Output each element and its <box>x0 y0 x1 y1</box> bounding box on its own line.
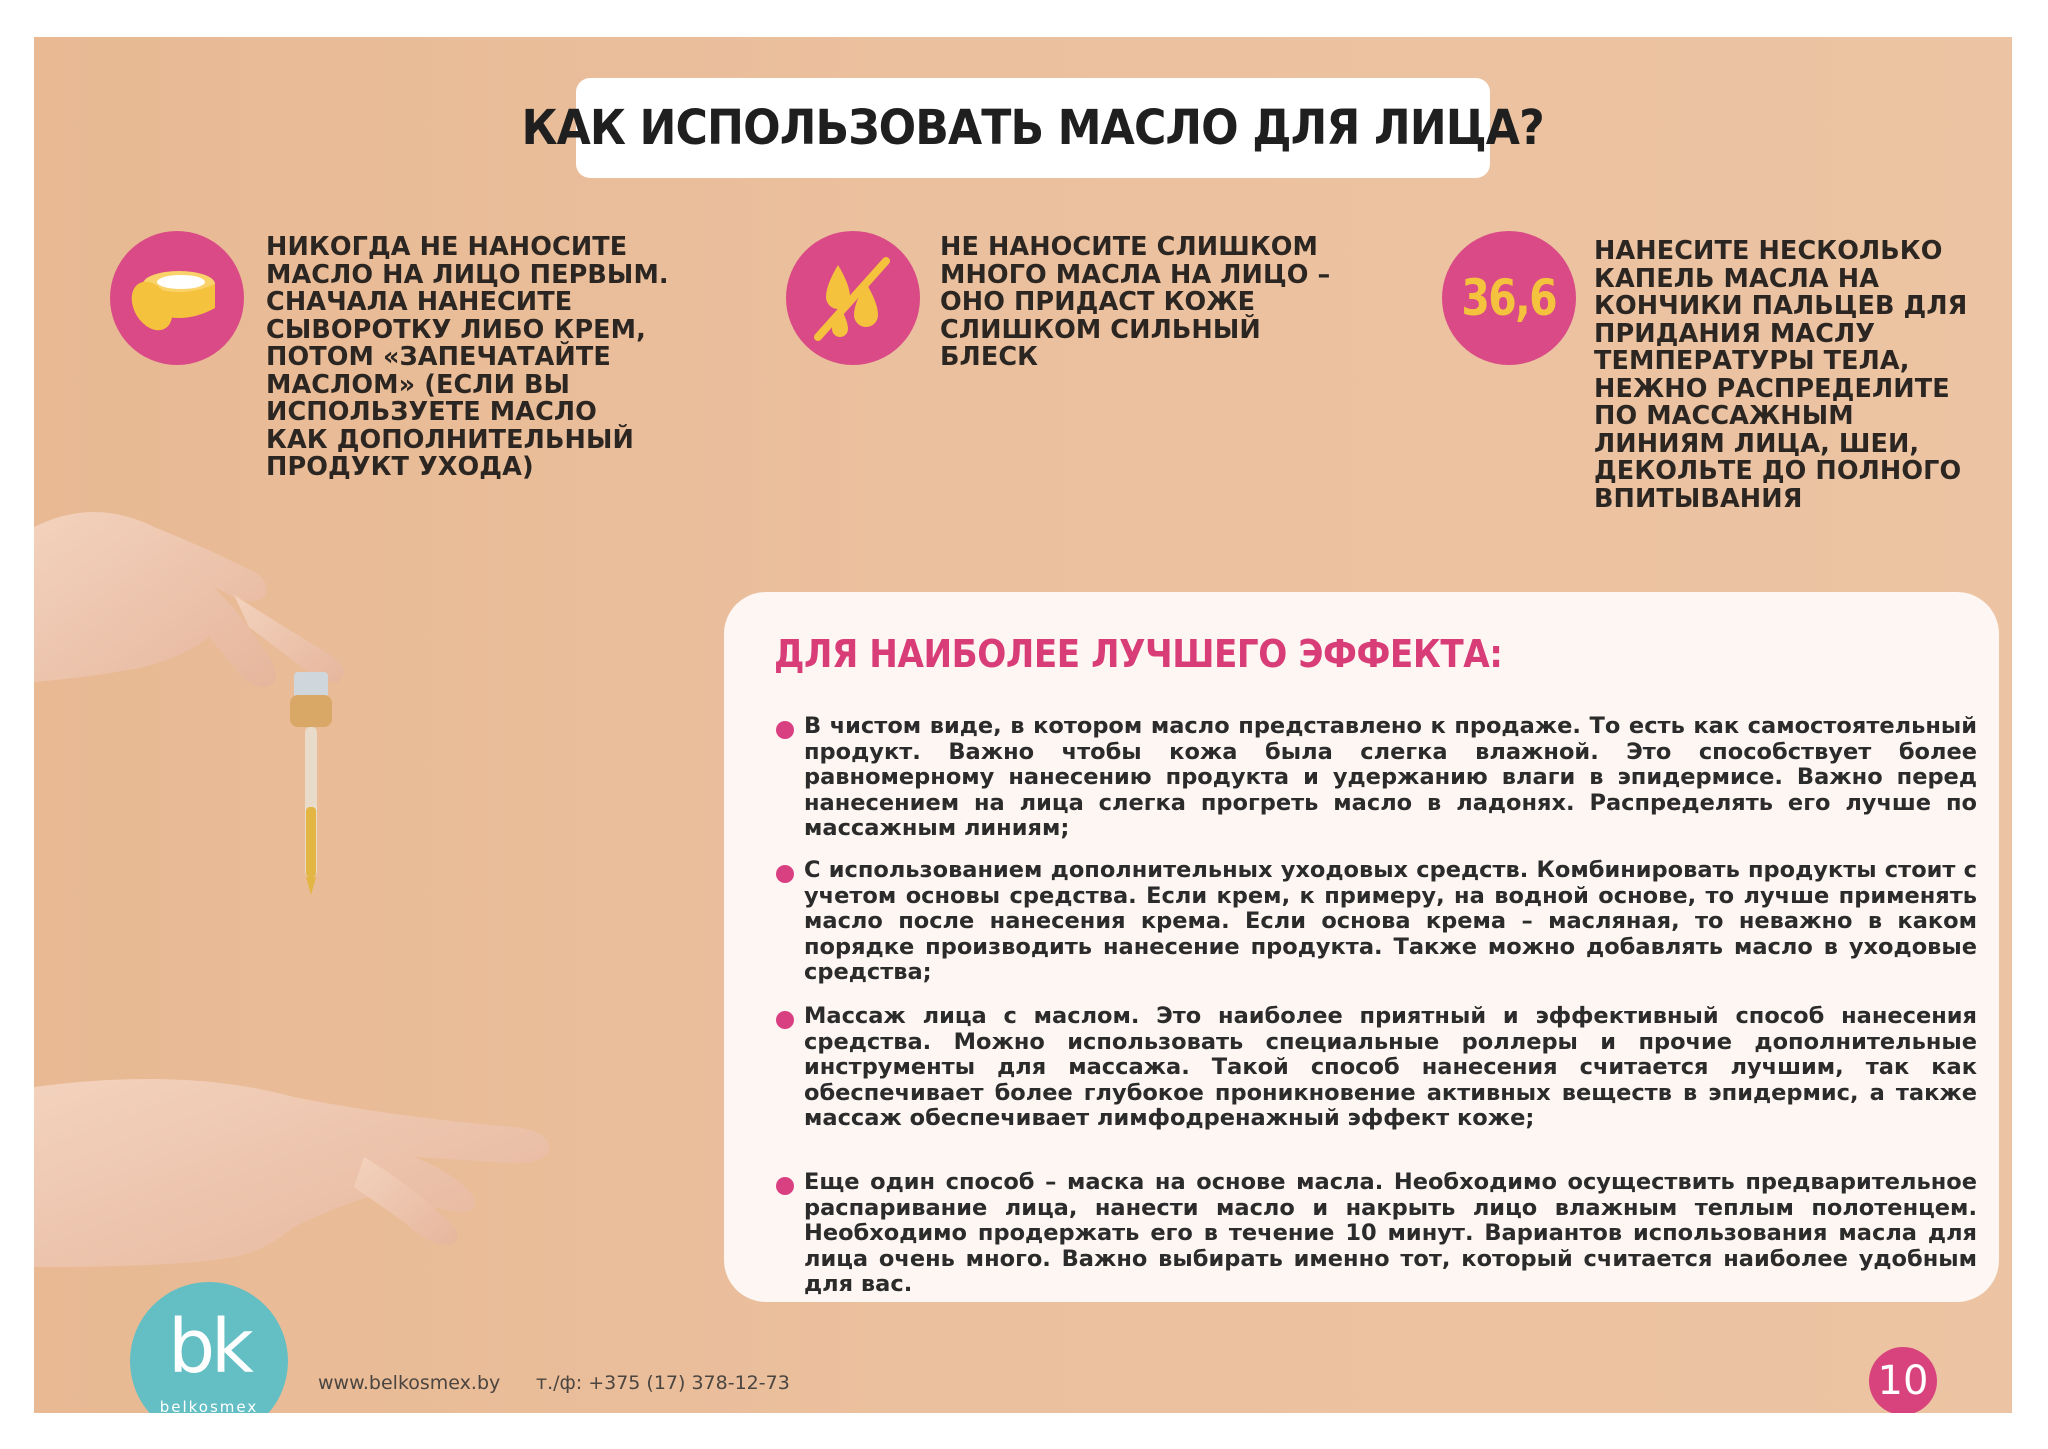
effect-item-text: Массаж лица с маслом. Это наиболее приятный и эффективный способ нанесения средства. Можно использовать специальные роллеры и прочие дополнительные инструменты для массажа. Такой способ нанесения считается лучшим, так как обеспечивает более глубокое проникновение активных веществ в эпидермис, а также массаж обеспечивает лимфодренажный эффект коже; <box>804 1003 1977 1131</box>
temperature-label: 36,6 <box>1461 269 1557 327</box>
page-number: 10 <box>1869 1347 1937 1413</box>
tip-3-line: ДЕКОЛЬТЕ ДО ПОЛНОГО <box>1594 456 1962 486</box>
tip-1-line: ПРОДУКТ УХОДА) <box>266 452 534 482</box>
tip-3-line: ТЕМПЕРАТУРЫ ТЕЛА, <box>1594 346 1910 376</box>
tip-3-line: ПРИДАНИЯ МАСЛУ <box>1594 318 1876 349</box>
effect-item <box>776 714 1977 842</box>
effect-item <box>776 1170 1977 1298</box>
bullet-dot <box>776 1011 794 1029</box>
effect-item-text: Еще один способ – маска на основе масла. Необходимо осуществить предварительное распаривание лица, нанести масло и накрыть лицо влажным теплым полотенцем. Необходимо продержать его в течение 10 минут. Вариантов использования масла для лица очень много. Важно выбирать именно тот, который считается наиболее удобным для вас. <box>804 1169 1977 1297</box>
effect-item-text: С использованием дополнительных уходовых средств. Комбинировать продукты стоит с учетом основы средства. Если крем, к примеру, на водной основе, то лучше применять масло после нанесения крема. Если основа крема – масляная, то неважно в каком порядке производить нанесение продукта. Также можно добавлять масло в уходовые средства; <box>804 857 1977 985</box>
tip-2-line: ОНО ПРИДАСТ КОЖЕ <box>940 287 1256 317</box>
phone-number: т./ф: +375 (17) 378-12-73 <box>536 1372 790 1394</box>
effect-title: ДЛЯ НАИБОЛЕЕ ЛУЧШЕГО ЭФФЕКТА: <box>774 632 1503 676</box>
temperature-badge <box>1442 231 1576 365</box>
tip-2-line: СЛИШКОМ СИЛЬНЫЙ <box>940 314 1261 345</box>
tip-1-line: ИСПОЛЬЗУЕТЕ МАСЛО <box>266 397 597 427</box>
hands-dropper-illustration <box>34 507 674 1327</box>
tip-1-line: МАСЛОМ» (ЕСЛИ ВЫ <box>266 369 571 400</box>
effect-item-text: В чистом виде, в котором масло представлено к продаже. То есть как самостоятельный продукт. Важно чтобы кожа была слегка влажной. Это способствует более равномерному нанесению продукта и удержанию влаги в эпидермисе. Важно перед нанесением на лица слегка прогреть масло в ладонях. Распределять его лучше по массажным линиям; <box>804 713 1977 841</box>
effect-item <box>776 858 1977 986</box>
no-drops-icon <box>786 231 920 365</box>
page-title: КАК ИСПОЛЬЗОВАТЬ МАСЛО ДЛЯ ЛИЦА? <box>521 100 1545 156</box>
bullet-dot <box>776 865 794 883</box>
bullet-dot <box>776 1177 794 1195</box>
tip-2-text <box>940 234 1360 372</box>
cream-jar-icon <box>110 231 244 365</box>
tip-2-line: БЛЕСК <box>940 342 1039 372</box>
tip-1-line: КАК ДОПОЛНИТЕЛЬНЫЙ <box>266 424 634 455</box>
title-box <box>521 78 1545 178</box>
effect-panel <box>724 592 1999 1302</box>
bullet-dot <box>776 721 794 739</box>
tip-3-line: НЕЖНО РАСПРЕДЕЛИТЕ <box>1594 373 1950 404</box>
website-link[interactable]: www.belkosmex.by <box>318 1372 501 1394</box>
logo-brand: belkosmex <box>159 1398 259 1413</box>
tip-3-line: ЛИНИЯМ ЛИЦА, ШЕИ, <box>1594 428 1920 459</box>
tip-3-line: КАПЕЛЬ МАСЛА НА <box>1594 263 1880 294</box>
tip-3-line: ПО МАССАЖНЫМ <box>1594 401 1854 431</box>
tip-1-line: МАСЛО НА ЛИЦО ПЕРВЫМ. <box>266 259 669 290</box>
tip-1-line: СЫВОРОТКУ ЛИБО КРЕМ, <box>266 314 646 345</box>
tip-2-line: МНОГО МАСЛА НА ЛИЦО – <box>940 259 1331 290</box>
page <box>34 37 2012 1413</box>
tip-3-text <box>1594 238 1994 513</box>
tip-1-text <box>266 234 696 482</box>
tip-2-line: НЕ НАНОСИТЕ СЛИШКОМ <box>940 232 1319 262</box>
tip-3-line: КОНЧИКИ ПАЛЬЦЕВ ДЛЯ <box>1594 291 1968 321</box>
tip-1-line: ПОТОМ «ЗАПЕЧАТАЙТЕ <box>266 342 611 372</box>
logo-monogram: bk <box>168 1304 250 1390</box>
tip-3-line: НАНЕСИТЕ НЕСКОЛЬКО <box>1594 236 1943 266</box>
tip-1-line: СНАЧАЛА НАНЕСИТЕ <box>266 287 573 317</box>
tip-1-line: НИКОГДА НЕ НАНОСИТЕ <box>266 232 628 262</box>
tip-3-line: ВПИТЫВАНИЯ <box>1594 483 1803 514</box>
effect-item <box>776 1004 1977 1132</box>
